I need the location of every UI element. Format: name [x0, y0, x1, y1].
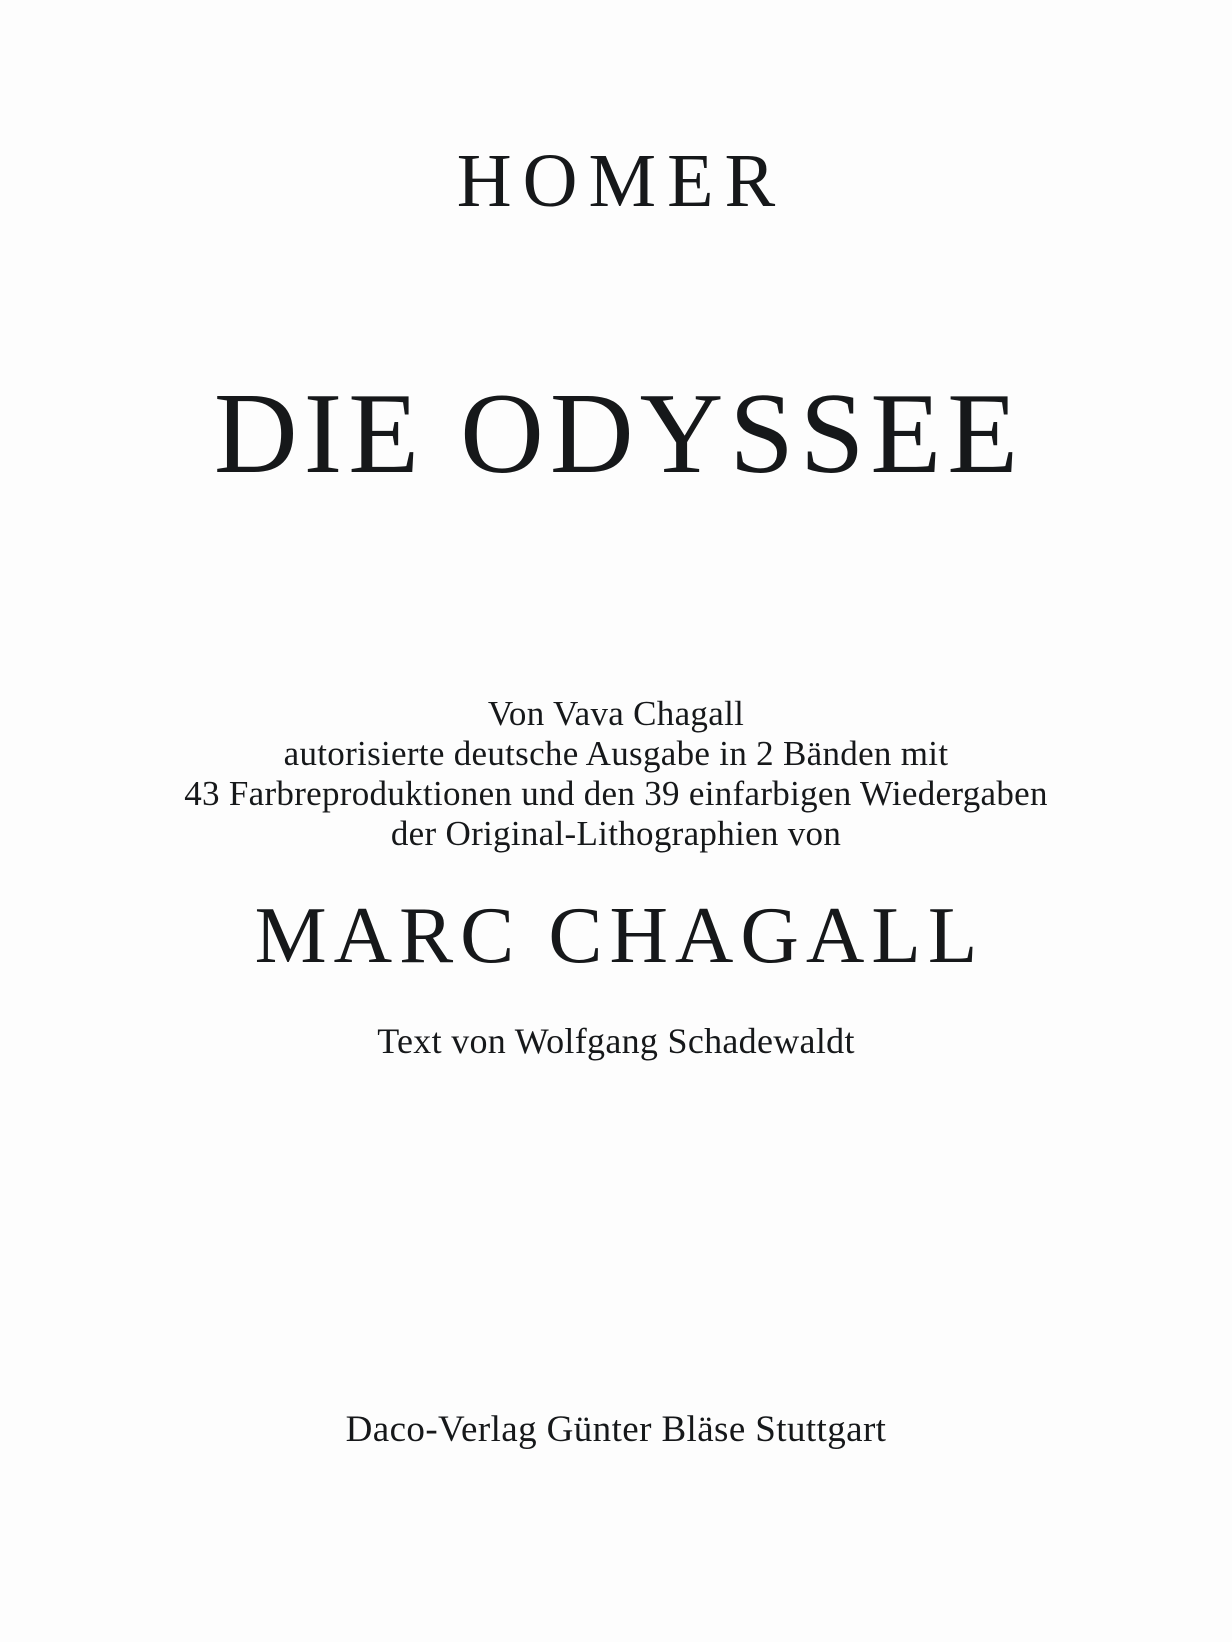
- page-author: HOMER: [456, 139, 787, 223]
- text-credit: Text von Wolfgang Schadewaldt: [377, 1021, 855, 1061]
- edition-credit-line-3: 43 Farbreproduktionen und den 39 einfarbigen Wiedergaben: [184, 774, 1048, 813]
- publisher-imprint: Daco-Verlag Günter Bläse Stuttgart: [345, 1409, 887, 1450]
- edition-credit-line-1: Von Vava Chagall: [487, 694, 745, 733]
- page-title: DIE ODYSSEE: [213, 370, 1025, 498]
- illustrator-name: MARC CHAGALL: [254, 890, 985, 980]
- edition-credit-line-4: der Original-Lithographien von: [390, 814, 842, 853]
- edition-credit-line-2: autorisierte deutsche Ausgabe in 2 Bänden mit: [283, 734, 949, 773]
- edition-credit: [0, 694, 1232, 854]
